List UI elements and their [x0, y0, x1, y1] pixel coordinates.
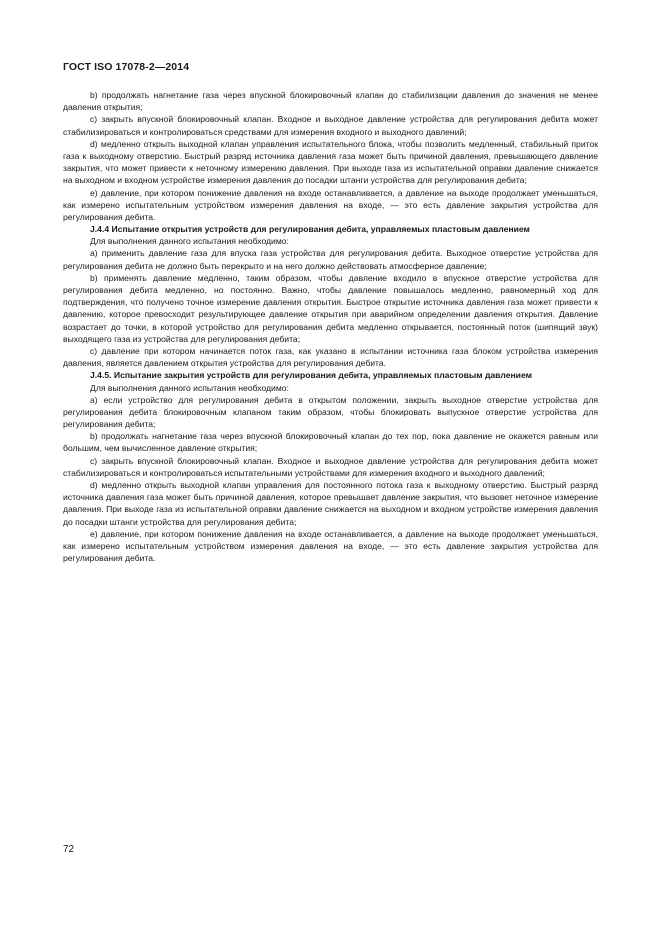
paragraph: b) применять давление медленно, таким образом, чтобы давление входило в впускное отверстие устройства для регулирования дебита медленно, но постоянно. Важно, чтобы давление повышалось медленно, равномерный ход для подтверждения, что получено точное измерение давления открытия. Быстрое открытие источника давления газа может привести к давлению, которое превосходит результирующее давление открытия при аварийном определении давления открытия. Давление возрастает до точки, в которой устройство для регулирования дебита медленно открывается, постоянный поток (шипящий звук) выходящего газа из устройства для регулирования дебита;	[63, 272, 598, 344]
paragraph: a) применить давление газа для впуска газа устройства для регулирования дебита. Выходное отверстие устройства для регулирования дебита не должно быть перекрыто и на него должно действовать атмосферное давление;	[63, 248, 598, 271]
section-heading: J.4.5. Испытание закрытия устройств для регулирования дебита, управляемых пластовым давлением	[90, 370, 532, 381]
paragraph: d) медленно открыть выходной клапан управления для постоянного потока газа к выходному отверстию. Быстрый разряд источника давления газа может быть причиной давления, которое превышает давление закрытия, что вызовет неточное измерение давления. При выходе газа из испытательной оправки давление снижается на выходном и входном устройстве измерения давления до посадки штанги устройства для регулирования дебита;	[63, 480, 598, 527]
paragraph: a) если устройство для регулирования дебита в открытом положении, закрыть выходное отверстие устройства для регулирования дебита блокировочным клапаном таким образом, чтобы блокировать выпускное отверстие устройства для регулирования дебита;	[63, 394, 598, 430]
paragraph: e) давление, при котором понижение давления на входе останавливается, а давление на выходе продолжает уменьшаться, как измерено испытательным устройством измерения давления на входе, — это есть давление закрытия устройства для регулирования дебита.	[63, 187, 598, 222]
section-heading: J.4.4 Испытание открытия устройств для регулирования дебита, управляемых пластовым давлением	[90, 224, 530, 235]
paragraph: c) закрыть впускной блокировочный клапан. Входное и выходное давление устройства для регулирования дебита может стабилизироваться и контролироваться средствами для измерения входного и выходного давлений;	[63, 114, 598, 137]
paragraph: c) закрыть впускной блокировочный клапан. Входное и выходное давление устройства для регулирования дебита может стабилизироваться и контролироваться испытательными устройствами для измерения входного и выходного давлений;	[63, 455, 598, 478]
paragraph: Для выполнения данного испытания необходимо:	[90, 236, 289, 247]
paragraph: b) продолжать нагнетание газа через впускной блокировочный клапан до тех пор, пока давление не окажется равным или большим, чем вычисленное давление открытия;	[63, 431, 598, 454]
paragraph: b) продолжать нагнетание газа через впускной блокировочный клапан до стабилизации давления до значения не менее давления открытия;	[63, 90, 598, 113]
paragraph: d) медленно открыть выходной клапан управления испытательного блока, чтобы позволить медленный, стабильный приток газа к выходному отверстию. Быстрый разряд источника давления газа может быть причиной давления, превышающего давление закрытия, что может привести к неточному измерению давления. При выходе газа из испытательной оправки давление снижается на выходном и входном устройстве измерения давления до посадки штанги устройства для регулирования дебита;	[63, 138, 598, 186]
document-header: ГОСТ ISO 17078-2—2014	[63, 61, 190, 73]
document-body	[63, 89, 598, 564]
paragraph: c) давление при котором начинается поток газа, как указано в испытании источника газа блоком устройства измерения давления, является давлением открытия устройства для регулирования дебита.	[63, 345, 598, 369]
paragraph: Для выполнения данного испытания необходимо:	[90, 382, 289, 393]
page-number: 72	[63, 844, 75, 855]
paragraph: e) давление, при котором понижение давления на входе останавливается, а давление на выходе продолжает уменьшаться, как измерено испытательным устройством измерения давления на входе, — это есть давление закрытия устройства для регулирования дебита.	[63, 528, 598, 564]
